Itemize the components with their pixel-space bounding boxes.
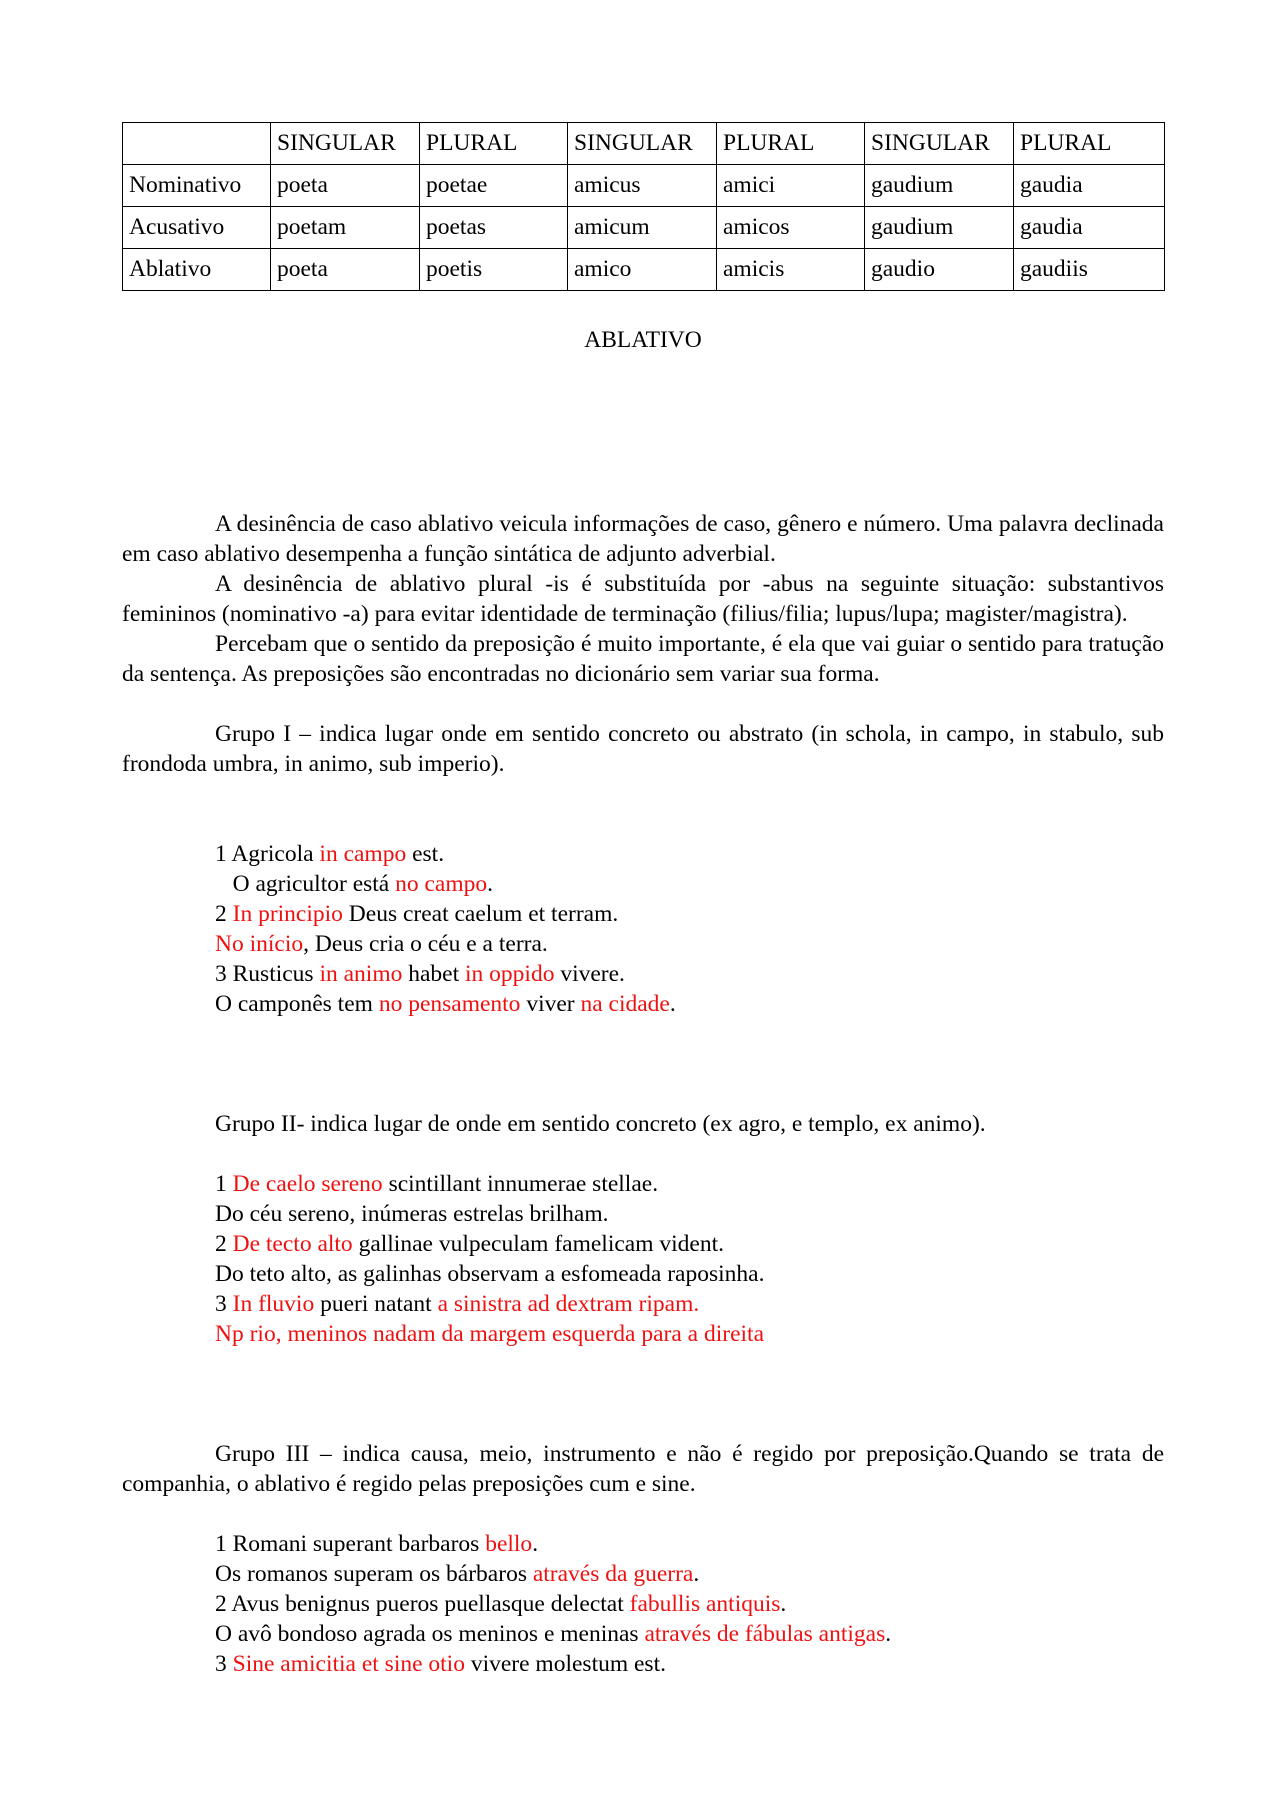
example-line (215, 1319, 1164, 1349)
table-header-cell: PLURAL (420, 123, 568, 165)
group-3-examples (122, 1529, 1164, 1679)
paragraph-preposition-note: Percebam que o sentido da preposição é muito importante, é ela que vai guiar o sentido para tratução da sentença. As preposições são encontradas no dicionário sem variar sua forma. (122, 631, 1164, 687)
example-line (215, 839, 1164, 869)
example-line (215, 989, 1164, 1019)
paragraph-plural-rule: A desinência de ablativo plural -is é substituída por -abus na seguinte situação: substantivos femininos (nominativo -a) para evitar identidade de terminação (filius/filia; lupus/lupa; magister/magistra). (122, 571, 1164, 627)
highlighted-phrase: Np rio, meninos nadam da margem esquerda para a direita (215, 1321, 765, 1347)
highlighted-phrase: na cidade (580, 991, 670, 1017)
example-text: 3 (215, 1651, 233, 1677)
table-cell: Acusativo (123, 207, 271, 249)
example-text: , Deus cria o céu e a terra. (303, 931, 548, 957)
example-text: 3 Rusticus (215, 961, 320, 987)
example-text: 1 (215, 1171, 233, 1197)
example-line (215, 899, 1164, 929)
example-text: 2 (215, 1231, 233, 1257)
table-cell: gaudiis (1014, 249, 1165, 291)
example-line (215, 1589, 1164, 1619)
group-1-examples (122, 839, 1164, 1019)
table-row (123, 249, 1165, 291)
highlighted-phrase: in oppido (465, 961, 555, 987)
example-text: Os romanos superam os bárbaros (215, 1561, 533, 1587)
highlighted-phrase: in campo (319, 841, 407, 867)
highlighted-phrase: no campo (395, 871, 488, 897)
highlighted-phrase: De tecto alto (232, 1231, 353, 1257)
example-text: . (693, 1561, 700, 1587)
table-cell: poeta (271, 165, 420, 207)
highlighted-phrase: no pensamento (378, 991, 521, 1017)
table-header-cell (123, 123, 271, 165)
example-text: . (885, 1621, 892, 1647)
example-text: O camponês tem (215, 991, 379, 1017)
example-line (215, 869, 1164, 899)
example-line (215, 1199, 1164, 1229)
example-text: . (780, 1591, 787, 1617)
group-3-intro: Grupo III – indica causa, meio, instrumento e não é regido por preposição.Quando se trata de companhia, o ablativo é regido pelas preposições cum e sine. (122, 1441, 1164, 1497)
example-line (215, 1619, 1164, 1649)
table-cell: gaudium (865, 165, 1014, 207)
table-header-cell: SINGULAR (865, 123, 1014, 165)
example-text: O avô bondoso agrada os meninos e meninas (215, 1621, 645, 1647)
example-text: . (487, 871, 493, 897)
example-line (215, 1529, 1164, 1559)
group-1-intro: Grupo I – indica lugar onde em sentido concreto ou abstrato (in schola, in campo, in stabulo, sub frondoda umbra, in animo, sub imperio). (122, 721, 1164, 777)
example-line (215, 1259, 1164, 1289)
example-text: 2 Avus benignus pueros puellasque delectat (215, 1591, 630, 1617)
table-cell: amicis (717, 249, 865, 291)
example-text: viver (520, 991, 581, 1017)
example-text: est. (406, 841, 445, 867)
table-cell: poetas (420, 207, 568, 249)
example-text: vivere. (554, 961, 625, 987)
highlighted-phrase: In fluvio (232, 1291, 315, 1317)
table-header-cell: PLURAL (717, 123, 865, 165)
highlighted-phrase: De caelo sereno (232, 1171, 383, 1197)
table-cell: poeta (271, 249, 420, 291)
example-line (215, 929, 1164, 959)
highlighted-phrase: In principio (232, 901, 343, 927)
highlighted-phrase: in animo (319, 961, 403, 987)
highlighted-phrase: através da guerra (532, 1561, 694, 1587)
table-row (123, 207, 1165, 249)
table-cell: poetis (420, 249, 568, 291)
table-row (123, 165, 1165, 207)
group-2-intro: Grupo II- indica lugar de onde em sentido concreto (ex agro, e templo, ex animo). (215, 1111, 986, 1137)
example-text: 2 (215, 901, 233, 927)
table-cell: Nominativo (123, 165, 271, 207)
example-text: . (669, 991, 676, 1017)
table-cell: gaudium (865, 207, 1014, 249)
highlighted-phrase: bello (485, 1531, 533, 1557)
table-cell: gaudia (1014, 165, 1165, 207)
example-text: scintillant innumerae stellae. (382, 1171, 659, 1197)
table-cell: amico (568, 249, 717, 291)
table-header-cell: PLURAL (1014, 123, 1165, 165)
table-cell: poetae (420, 165, 568, 207)
group-2-examples (122, 1169, 1164, 1349)
example-line (215, 1169, 1164, 1199)
table-cell: poetam (271, 207, 420, 249)
example-text: 3 (215, 1291, 233, 1317)
paragraph-definition: A desinência de caso ablativo veicula informações de caso, gênero e número. Uma palavra declinada em caso ablativo desempenha a função sintática de adjunto adverbial. (122, 511, 1164, 567)
example-line (215, 1229, 1164, 1259)
table-cell: amicum (568, 207, 717, 249)
highlighted-phrase: através de fábulas antigas (644, 1621, 886, 1647)
highlighted-phrase: No início (215, 931, 304, 957)
table-header-cell: SINGULAR (271, 123, 420, 165)
table-cell: amicus (568, 165, 717, 207)
example-text: O agricultor está (215, 871, 396, 897)
table-cell: Ablativo (123, 249, 271, 291)
example-text: vivere molestum est. (464, 1651, 666, 1677)
example-line (215, 1289, 1164, 1319)
highlighted-phrase: Sine amicitia et sine otio (232, 1651, 465, 1677)
example-line (215, 1649, 1164, 1679)
table-cell: gaudio (865, 249, 1014, 291)
example-text: Do céu sereno, inúmeras estrelas brilham. (215, 1201, 609, 1227)
table-cell: amici (717, 165, 865, 207)
example-text: 1 Romani superant barbaros (215, 1531, 486, 1557)
section-heading: ABLATIVO (584, 327, 702, 353)
example-text: pueri natant (314, 1291, 438, 1317)
table-header-cell: SINGULAR (568, 123, 717, 165)
table-header-row (123, 123, 1165, 165)
example-text: gallinae vulpeculam famelicam vident. (352, 1231, 724, 1257)
example-line (215, 959, 1164, 989)
declension-table (122, 122, 1165, 291)
example-text: Deus creat caelum et terram. (342, 901, 619, 927)
example-line (215, 1559, 1164, 1589)
example-text: 1 Agricola (215, 841, 320, 867)
highlighted-phrase: a sinistra ad dextram ripam. (437, 1291, 700, 1317)
example-text: habet (402, 961, 466, 987)
highlighted-phrase: fabullis antiquis (629, 1591, 781, 1617)
table-cell: amicos (717, 207, 865, 249)
example-text: . (532, 1531, 539, 1557)
table-cell: gaudia (1014, 207, 1165, 249)
example-text: Do teto alto, as galinhas observam a esfomeada raposinha. (215, 1261, 765, 1287)
document-page (122, 122, 1164, 1679)
